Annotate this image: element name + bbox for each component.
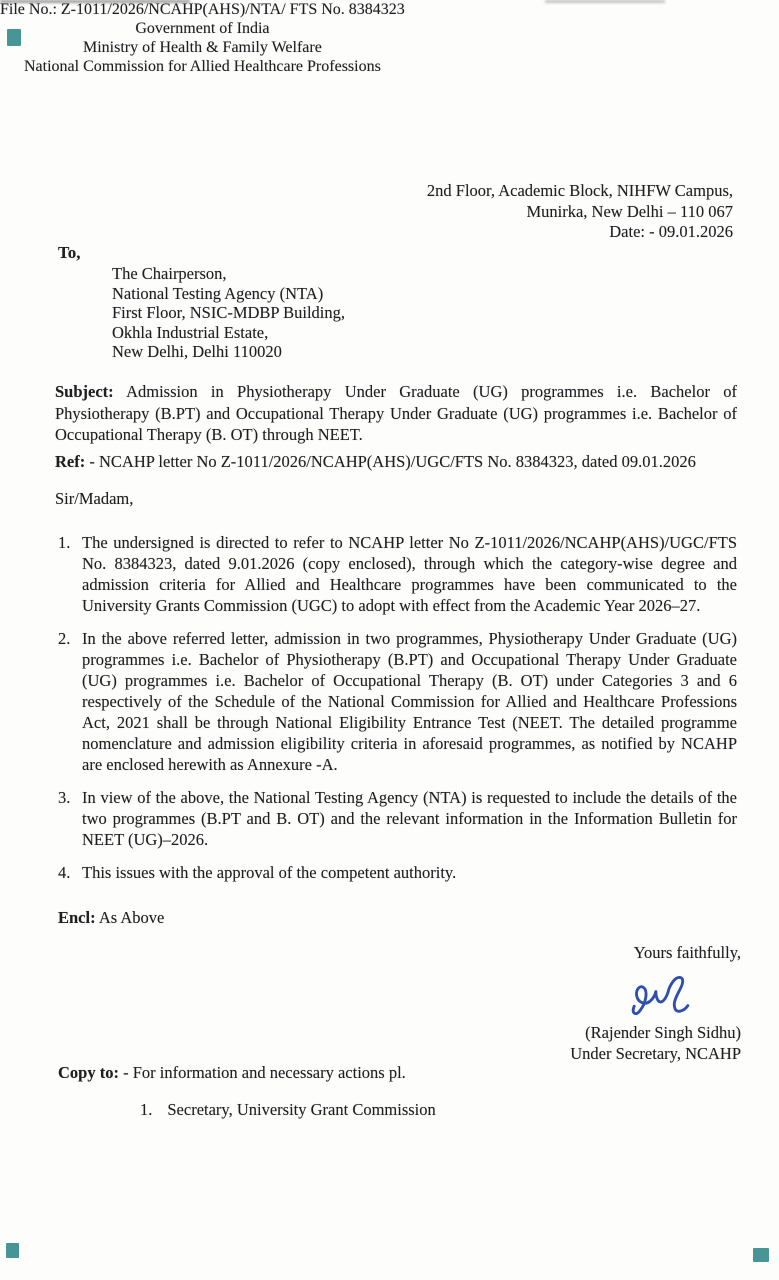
recipient-line: New Delhi, Delhi 110020 (112, 342, 282, 361)
recipient-block (112, 264, 345, 362)
signature (570, 973, 697, 1019)
ref-label: Ref: (55, 452, 86, 471)
cc-item (140, 1100, 436, 1120)
paragraph-text: In the above referred letter, admission in two programmes, Physiotherapy Under Graduate (UG) programmes i.e. Bachelor of Physiotherapy (B.PT) and Occupational Therapy Under Graduate (UG) programmes i.e. Bachelor of Occupational Therapy (B. OT) under Categories 3 and 6 respectively of the Schedule of the National Commission for Allied and Healthcare Professions Act, 2021 shall be through National Eligibility Entrance Test (NEET. The detailed programme nomenclature and admission eligibility criteria in aforesaid programmes, as notified by NCAHP are enclosed herewith as Annexure -A. (82, 629, 737, 774)
reference-line (55, 452, 737, 472)
signatory-name: (Rajender Singh Sidhu) (585, 1023, 741, 1042)
paragraph-number: 3. (58, 788, 71, 807)
encl-text: As Above (98, 908, 165, 927)
copy-to-label: Copy to: (58, 1063, 119, 1082)
org-line-commission: National Commission for Allied Healthcare Professions (23, 58, 381, 75)
paragraph-item (58, 532, 737, 616)
paragraph-number: 2. (58, 629, 71, 648)
letter-date: Date: - 09.01.2026 (609, 222, 733, 241)
closing-block (570, 943, 741, 1064)
paragraph-number: 4. (58, 863, 71, 882)
copy-to-line (58, 1063, 406, 1083)
salutation: Sir/Madam, (55, 489, 134, 508)
ref-text: - NCAHP letter No Z-1011/2026/NCAHP(AHS)/UGC/FTS No. 8384323, dated 09.01.2026 (89, 452, 696, 471)
corner-scan-mark (6, 1243, 19, 1258)
paragraph-number: 1. (58, 533, 71, 552)
file-number: File No.: Z-1011/2026/NCAHP(AHS)/NTA/ FTS No. 8384323 (0, 1, 405, 18)
org-line-ministry: Ministry of Health & Family Welfare (83, 39, 322, 56)
recipient-line: Okhla Industrial Estate, (112, 322, 269, 342)
recipient-line: National Testing Agency (NTA) (112, 283, 324, 303)
closing-phrase: Yours faithfully, (633, 943, 741, 962)
copy-to-text: - For information and necessary actions pl. (123, 1063, 406, 1082)
scan-smudge (545, 0, 665, 3)
body-paragraphs (58, 532, 737, 895)
subject-line (55, 381, 737, 446)
to-label: To, (58, 243, 81, 262)
recipient-line: The Chairperson, (112, 264, 227, 283)
encl-label: Encl: (58, 908, 96, 927)
enclosure-line (58, 908, 164, 928)
paragraph-text: In view of the above, the National Testing Agency (NTA) is requested to include the details of the two programmes (B.PT and B. OT) and the relevant information in the Information Bulletin for NEET (UG)–2026. (82, 788, 737, 849)
cc-list (140, 1100, 436, 1120)
org-line-government: Government of India (135, 20, 270, 37)
cc-item-text: Secretary, University Grant Commission (167, 1100, 436, 1119)
sender-address-line: 2nd Floor, Academic Block, NIHFW Campus, (426, 181, 733, 200)
paragraph-text: The undersigned is directed to refer to NCAHP letter No Z-1011/2026/NCAHP(AHS)/UGC/FTS No. 8384323, dated 9.01.2026 (copy enclosed), through which the category-wise degree and admission criteria for Allied and Healthcare programmes have been communicated to the University Grants Commission (UGC) to adopt with effect from the Academic Year 2026–27. (82, 533, 737, 615)
subject-label: Subject: (55, 382, 114, 401)
paragraph-item (58, 862, 737, 883)
sender-address-line: Munirka, New Delhi – 110 067 (526, 201, 733, 221)
recipient-line: First Floor, NSIC-MDBP Building, (112, 303, 345, 322)
signature-ink-icon (625, 973, 697, 1019)
signatory-designation: Under Secretary, NCAHP (570, 1043, 741, 1063)
paragraph-item (58, 787, 737, 850)
letterhead (0, 0, 405, 76)
corner-scan-mark (753, 1248, 769, 1262)
subject-text: Admission in Physiotherapy Under Graduate (UG) programmes i.e. Bachelor of Physiotherapy (B.PT) and Occupational Therapy Under Graduate (UG) programmes i.e. Bachelor of Occupational Therapy (B. OT) through NEET. (55, 382, 737, 444)
paragraph-text: This issues with the approval of the competent authority. (82, 863, 457, 882)
cc-item-number: 1. (140, 1100, 153, 1119)
sender-address-block (427, 181, 733, 243)
paragraph-item (58, 628, 737, 775)
